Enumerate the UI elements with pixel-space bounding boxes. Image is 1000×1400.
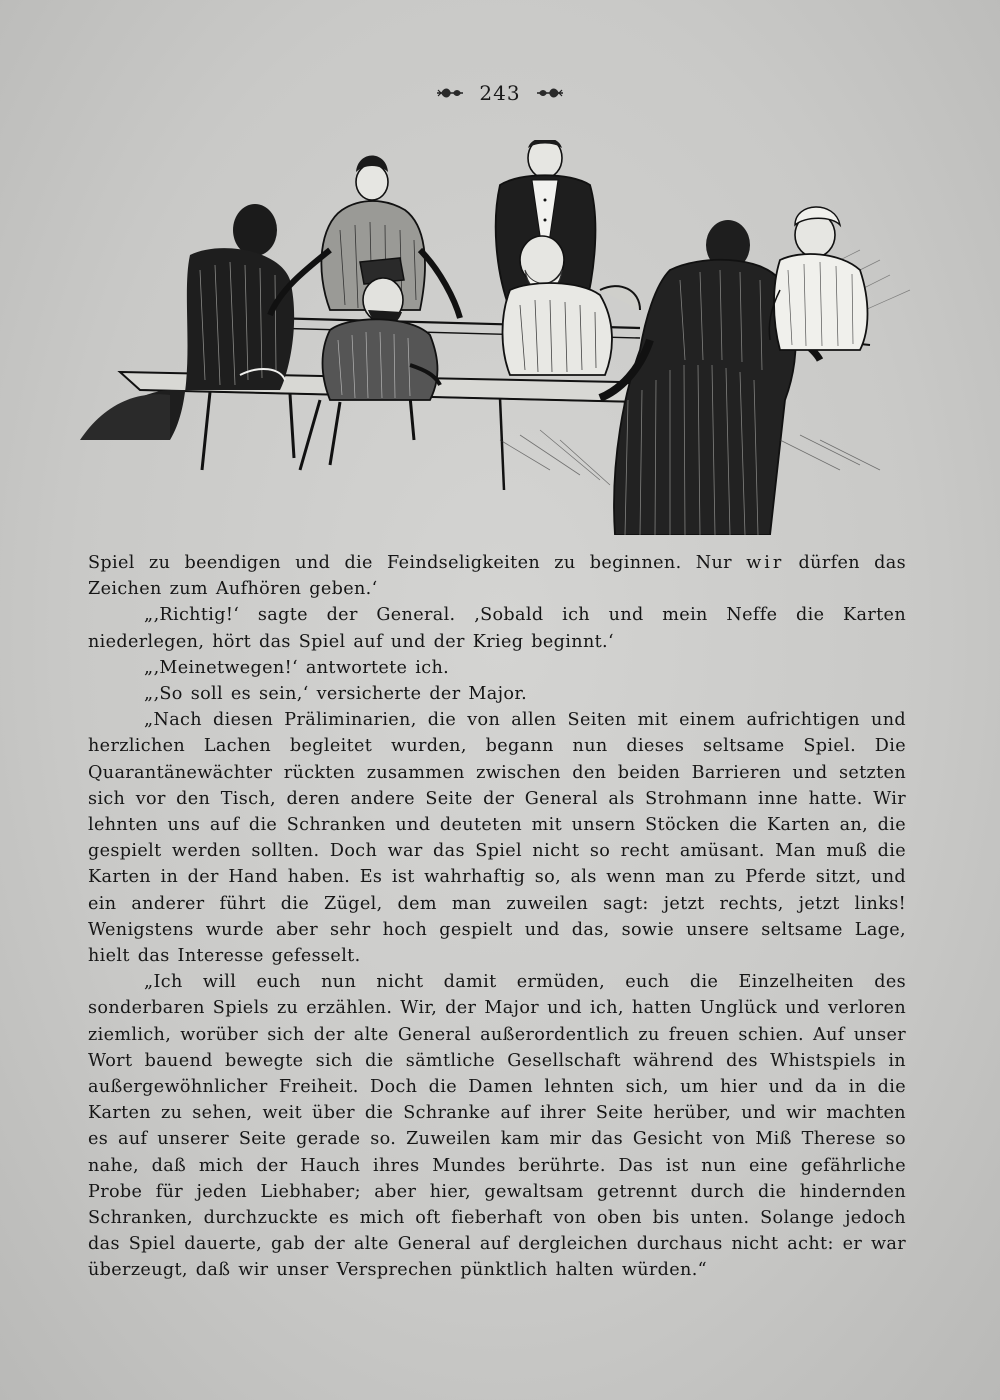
emphasis-wir: wir [746,553,785,573]
paragraph-2: „‚Richtig!‘ sagte der General. ‚Sobald ich und mein Neffe die Karten niederlegen, hört das Spiel auf und der Krieg beginnt.‘ [88,605,906,652]
page-number: 243 [479,81,521,105]
body-text [88,550,906,1284]
ornament-leaf-icon [535,85,565,101]
paragraph-4: „‚So soll es sein,‘ versicherte der Major. [144,684,528,705]
ornament-leaf-icon [435,85,465,101]
card-game-illustration-icon [80,140,920,535]
paragraph-1-part-a: Spiel zu beendigen und die Feindseligkeiten zu beginnen. Nur [88,553,747,573]
page-header [0,78,1000,108]
figure-left-man [80,204,294,440]
paragraph-1-part-c: dürfen das Zeichen zum Aufhören geben.‘ [88,553,906,600]
paragraph-6: „Ich will euch nun nicht damit ermüden, euch die Einzelheiten des sonderbaren Spiels zu erzählen. Wir, der Major und ich, hatten Unglück und verloren ziemlich, worüber sich der alte General außerordentlich zu freuen schien. Auf unser Wort bauend bewegte sich die sämtliche Gesellschaft während des Whistspiels in außergewöhnlicher Freiheit. Doch die Damen lehnten sich, um hier und da in die Karten zu sehen, weit über die Schranke auf ihrer Seite herüber, und wir machten es auf unserer Seite gerade so. Zuweilen kam mir das Gesicht von Miß Therese so nahe, daß mich der Hauch ihres Mundes berührte. Das ist nun eine gefährliche Probe für jeden Liebhaber; aber hier, gewaltsam getrennt durch die hindernden Schranken, durchzuckte es mich oft fieberhaft von oben bis unten. Solange jedoch das Spiel dauerte, gab der alte General auf dergleichen durchaus nicht acht: er war überzeugt, daß wir unser Versprechen pünktlich halten würden.“ [88,972,906,1281]
figure-right-woman [769,207,867,350]
paragraph-5: „Nach diesen Präliminarien, die von allen Seiten mit einem aufrichtigen und herzlichen Lachen begleitet wurden, begann nun dieses seltsame Spiel. Die Quarantänewächter rückten zusammen zwischen den beiden Barrieren und setzten sich vor den Tisch, deren andere Seite der General als Strohmann inne hatte. Wir lehnten uns auf die Schranken und deuteten mit unsern Stöcken die Karten an, die gespielt werden sollten. Doch war das Spiel nicht so recht amüsant. Man muß die Karten in der Hand haben. Es ist wahrhaftig so, als wenn man zu Pferde sitzt, und ein anderer führt die Zügel, dem man zuweilen sagt: jetzt rechts, jetzt links! Wenigstens wurde aber sehr hoch gespielt und das, sowie unsere seltsame Lage, hielt das Interesse gefesselt. [88,710,906,967]
paragraph-3: „‚Meinetwegen!‘ antwortete ich. [144,657,450,678]
paragraph-1 [88,550,906,602]
